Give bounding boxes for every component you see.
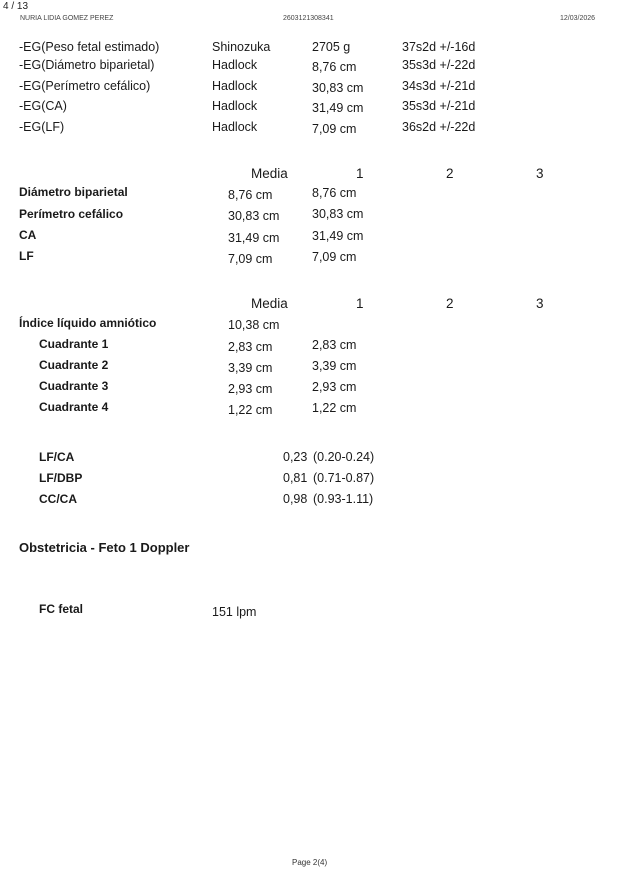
ga-value: 30,83 cm bbox=[312, 81, 364, 95]
ga-label: -EG(CA) bbox=[19, 99, 67, 113]
quadrant-measure-1: 2,83 cm bbox=[312, 338, 357, 352]
report-date: 12/03/2026 bbox=[560, 15, 596, 22]
ga-label: -EG(Perímetro cefálico) bbox=[19, 79, 151, 93]
page-counter: 4 / 13 bbox=[3, 1, 29, 12]
ga-method: Hadlock bbox=[212, 99, 258, 113]
page-footer: Page 2(4) bbox=[292, 858, 328, 867]
row-measure-1: 7,09 cm bbox=[312, 250, 357, 264]
ratio-label: CC/CA bbox=[39, 492, 77, 506]
ratio-label: LF/CA bbox=[39, 450, 75, 464]
amniotic-index-value: 10,38 cm bbox=[228, 318, 280, 332]
ratio-range: (0.20-0.24) bbox=[313, 450, 375, 464]
column-header-media: Media bbox=[251, 166, 288, 181]
ga-value: 2705 g bbox=[312, 40, 351, 54]
ga-estimate: 37s2d +/-16d bbox=[402, 40, 476, 54]
ga-method: Hadlock bbox=[212, 120, 258, 134]
row-label: CA bbox=[19, 228, 37, 242]
quadrant-label: Cuadrante 3 bbox=[39, 379, 109, 393]
row-media: 31,49 cm bbox=[228, 231, 280, 245]
row-label: Perímetro cefálico bbox=[19, 207, 124, 221]
ga-method: Hadlock bbox=[212, 79, 258, 93]
ga-estimate: 34s3d +/-21d bbox=[402, 79, 476, 93]
row-measure-1: 30,83 cm bbox=[312, 207, 364, 221]
row-label: Diámetro biparietal bbox=[19, 185, 128, 199]
ga-label: -EG(Diámetro biparietal) bbox=[19, 58, 155, 72]
quadrant-media: 2,83 cm bbox=[228, 340, 273, 354]
column-header-2: 2 bbox=[446, 166, 454, 181]
fc-fetal-label: FC fetal bbox=[39, 602, 84, 616]
quadrant-media: 1,22 cm bbox=[228, 403, 273, 417]
ratio-value: 0,81 bbox=[283, 471, 308, 485]
fc-fetal-value: 151 lpm bbox=[212, 605, 257, 619]
quadrant-label: Cuadrante 2 bbox=[39, 358, 109, 372]
ga-value: 7,09 cm bbox=[312, 122, 357, 136]
ratio-range: (0.93-1.11) bbox=[313, 492, 374, 506]
ga-method: Shinozuka bbox=[212, 40, 271, 54]
ga-estimate: 36s2d +/-22d bbox=[402, 120, 476, 134]
ga-label: -EG(Peso fetal estimado) bbox=[19, 40, 160, 54]
row-label: LF bbox=[19, 249, 34, 263]
quadrant-measure-1: 2,93 cm bbox=[312, 380, 357, 394]
row-measure-1: 8,76 cm bbox=[312, 186, 357, 200]
column-header-1: 1 bbox=[356, 296, 364, 311]
row-measure-1: 31,49 cm bbox=[312, 229, 364, 243]
patient-name: NURIA LIDIA GOMEZ PEREZ bbox=[20, 15, 114, 22]
quadrant-media: 3,39 cm bbox=[228, 361, 273, 375]
quadrant-label: Cuadrante 1 bbox=[39, 337, 109, 351]
ratio-value: 0,98 bbox=[283, 492, 308, 506]
column-header-1: 1 bbox=[356, 166, 364, 181]
ratio-range: (0.71-0.87) bbox=[313, 471, 375, 485]
ga-label: -EG(LF) bbox=[19, 120, 65, 134]
ratio-label: LF/DBP bbox=[39, 471, 83, 485]
ratio-value: 0,23 bbox=[283, 450, 308, 464]
column-header-3: 3 bbox=[536, 166, 544, 181]
quadrant-measure-1: 1,22 cm bbox=[312, 401, 357, 415]
amniotic-index-label: Índice líquido amniótico bbox=[19, 316, 157, 330]
doppler-section-title: Obstetricia - Feto 1 Doppler bbox=[19, 540, 190, 555]
report-id: 2603121308341 bbox=[283, 15, 334, 22]
ga-value: 8,76 cm bbox=[312, 60, 357, 74]
quadrant-measure-1: 3,39 cm bbox=[312, 359, 357, 373]
ga-method: Hadlock bbox=[212, 58, 258, 72]
row-media: 8,76 cm bbox=[228, 188, 273, 202]
ga-value: 31,49 cm bbox=[312, 101, 364, 115]
ga-estimate: 35s3d +/-21d bbox=[402, 99, 476, 113]
ga-estimate: 35s3d +/-22d bbox=[402, 58, 476, 72]
column-header-2: 2 bbox=[446, 296, 454, 311]
row-media: 30,83 cm bbox=[228, 209, 280, 223]
quadrant-label: Cuadrante 4 bbox=[39, 400, 109, 414]
row-media: 7,09 cm bbox=[228, 252, 273, 266]
column-header-media: Media bbox=[251, 296, 288, 311]
quadrant-media: 2,93 cm bbox=[228, 382, 273, 396]
column-header-3: 3 bbox=[536, 296, 544, 311]
